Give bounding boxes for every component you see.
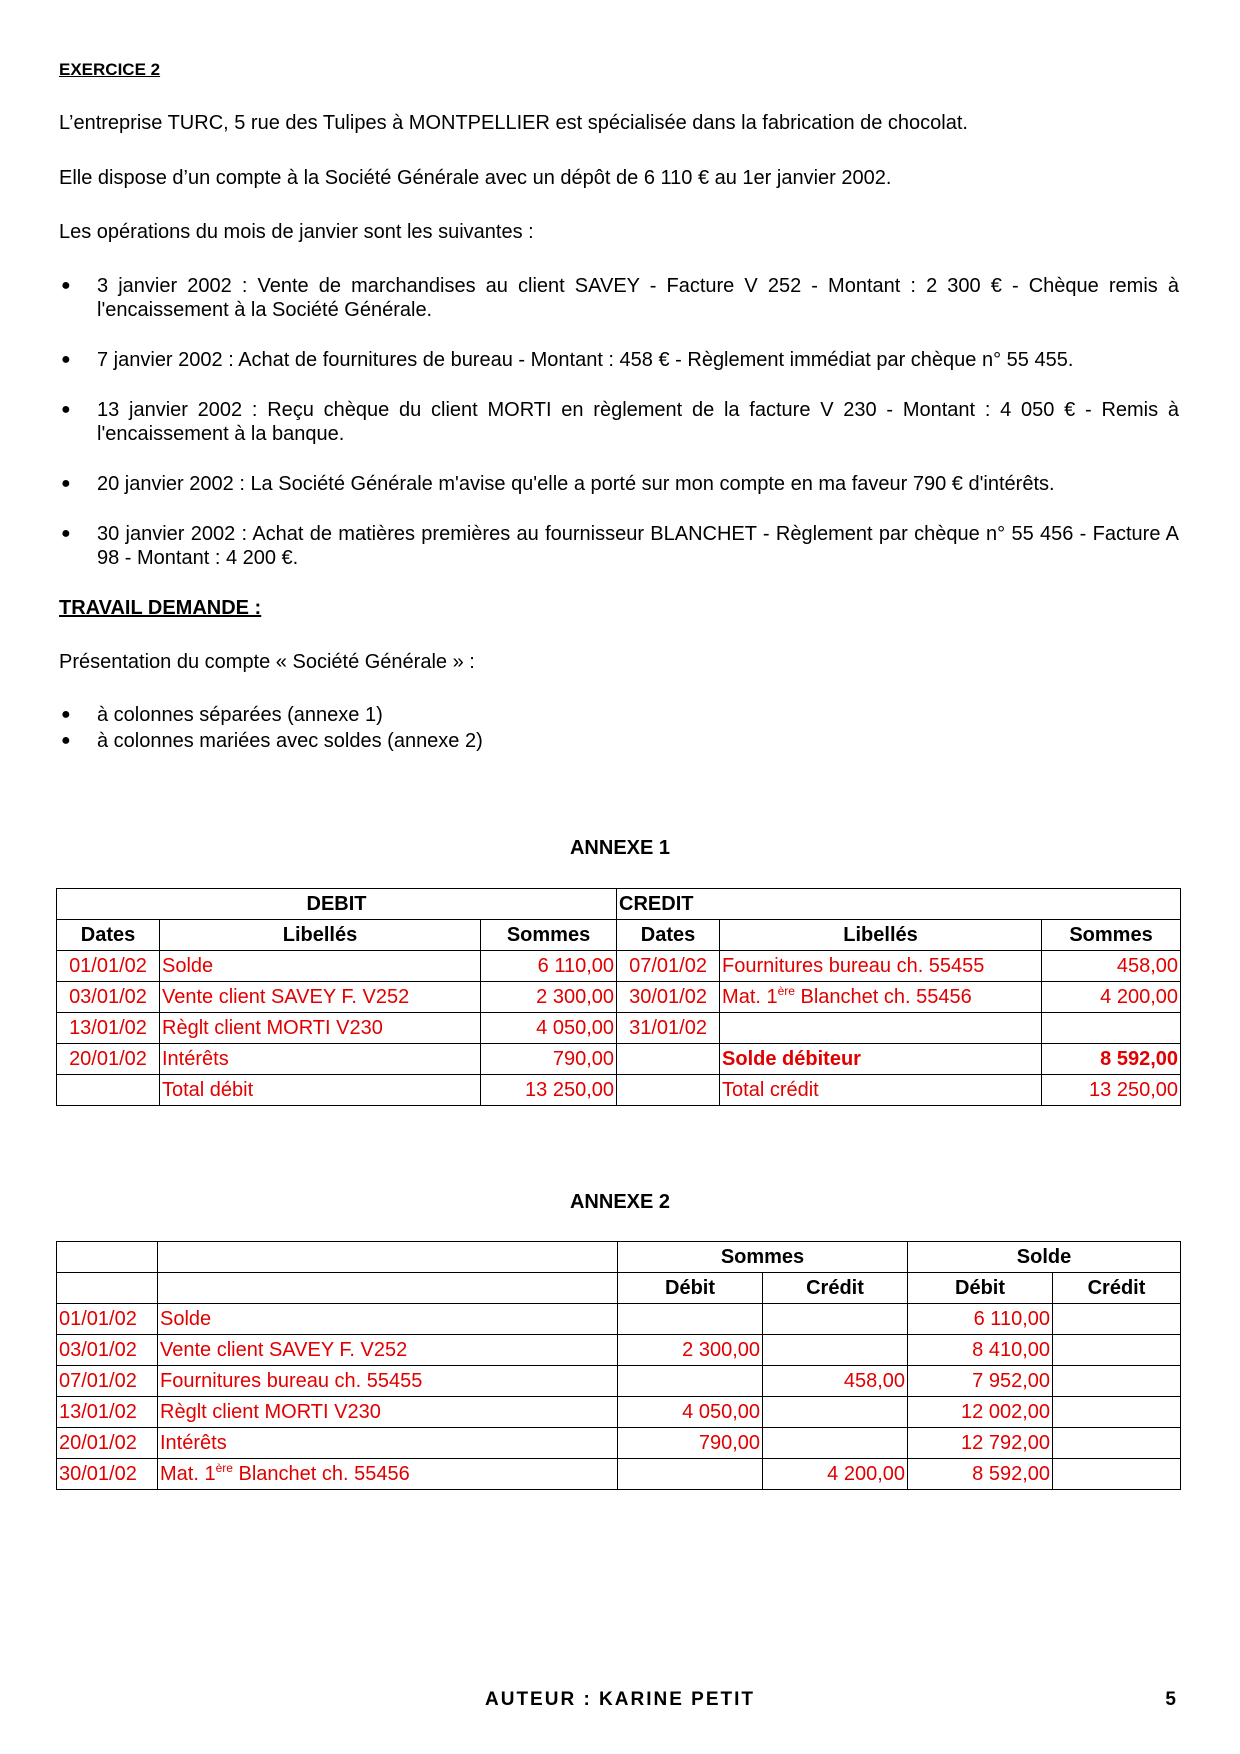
table-cell: Règlt client MORTI V230 (160, 1013, 481, 1044)
table-cell: 01/01/02 (57, 951, 160, 982)
table-cell: 13/01/02 (57, 1397, 158, 1428)
table-cell: 6 110,00 (481, 951, 617, 982)
table-row (57, 1459, 1181, 1490)
table-cell: Mat. 1ère Blanchet ch. 55456 (158, 1459, 618, 1490)
table-cell (763, 1304, 908, 1335)
column-header: Dates (617, 920, 720, 951)
table-cell: Solde (158, 1304, 618, 1335)
table-cell: Intérêts (158, 1428, 618, 1459)
table-cell: 458,00 (1042, 951, 1181, 982)
table-cell: 4 050,00 (618, 1397, 763, 1428)
table-cell: 4 200,00 (763, 1459, 908, 1490)
column-header: Crédit (1053, 1273, 1181, 1304)
column-header: Dates (57, 920, 160, 951)
table-cell (763, 1397, 908, 1428)
table-cell: 30/01/02 (57, 1459, 158, 1490)
table-row (57, 1242, 1181, 1273)
table-cell (1053, 1459, 1181, 1490)
table-cell: 6 110,00 (908, 1304, 1053, 1335)
bullet-icon: ● (61, 732, 71, 749)
table-cell: 4 200,00 (1042, 982, 1181, 1013)
footer-author: AUTEUR : KARINE PETIT (485, 1689, 755, 1710)
total-debit-amount: 13 250,00 (481, 1075, 617, 1106)
table-row (57, 1428, 1181, 1459)
table-cell: 8 592,00 (908, 1459, 1053, 1490)
annex2-title: ANNEXE 2 (569, 1191, 671, 1213)
table-cell: 790,00 (618, 1428, 763, 1459)
total-credit-amount: 13 250,00 (1042, 1075, 1181, 1106)
table-cell (617, 1044, 720, 1075)
bullet-icon: ● (61, 706, 71, 723)
bullet-icon: ● (61, 525, 71, 542)
total-debit-label: Total débit (160, 1075, 481, 1106)
table-row (57, 951, 1181, 982)
debit-header: DEBIT (57, 889, 617, 920)
table-cell (1053, 1366, 1181, 1397)
column-header: Débit (618, 1273, 763, 1304)
table-cell: 4 050,00 (481, 1013, 617, 1044)
table-row (57, 1044, 1181, 1075)
solde-debiteur-amount: 8 592,00 (1042, 1044, 1181, 1075)
table-cell: Solde (160, 951, 481, 982)
table-cell: Fournitures bureau ch. 55455 (158, 1366, 618, 1397)
table-cell (1053, 1304, 1181, 1335)
table-cell (57, 1075, 160, 1106)
table-cell (618, 1366, 763, 1397)
table-cell: 12 792,00 (908, 1428, 1053, 1459)
intro-paragraph: L’entreprise TURC, 5 rue des Tulipes à MONTPELLIER est spécialisée dans la fabrication de chocolat. (59, 112, 968, 134)
table-cell (1053, 1397, 1181, 1428)
solde-debiteur-label: Solde débiteur (720, 1044, 1042, 1075)
table-cell (763, 1335, 908, 1366)
table-cell: 8 410,00 (908, 1335, 1053, 1366)
table-cell (618, 1304, 763, 1335)
annex2-table (56, 1241, 1181, 1490)
table-cell (1042, 1013, 1181, 1044)
table-cell: 20/01/02 (57, 1428, 158, 1459)
table-cell: 03/01/02 (57, 982, 160, 1013)
table-row (57, 1304, 1181, 1335)
table-cell (1053, 1335, 1181, 1366)
column-header: Débit (908, 1273, 1053, 1304)
solde-header: Solde (908, 1242, 1181, 1273)
table-cell (720, 1013, 1042, 1044)
table-cell: 01/01/02 (57, 1304, 158, 1335)
table-row (57, 920, 1181, 951)
column-header: Libellés (160, 920, 481, 951)
table-cell (57, 1242, 158, 1273)
table-cell (763, 1428, 908, 1459)
table-cell: 20/01/02 (57, 1044, 160, 1075)
annex1-title: ANNEXE 1 (569, 837, 671, 859)
account-paragraph: Elle dispose d’un compte à la Société Générale avec un dépôt de 6 110 € au 1er janvier 2002. (59, 167, 892, 189)
table-row (57, 982, 1181, 1013)
table-cell: Mat. 1ère Blanchet ch. 55456 (720, 982, 1042, 1013)
table-cell: 30/01/02 (617, 982, 720, 1013)
bullet-icon: ● (61, 475, 71, 492)
table-row (57, 1397, 1181, 1428)
table-cell: Vente client SAVEY F. V252 (158, 1335, 618, 1366)
column-header: Libellés (720, 920, 1042, 951)
table-row (57, 889, 1181, 920)
table-cell: 2 300,00 (618, 1335, 763, 1366)
page-number: 5 (1165, 1689, 1178, 1710)
table-cell: 2 300,00 (481, 982, 617, 1013)
table-row (57, 1013, 1181, 1044)
table-cell (617, 1075, 720, 1106)
table-cell: 7 952,00 (908, 1366, 1053, 1397)
table-cell (57, 1273, 158, 1304)
table-cell: Fournitures bureau ch. 55455 (720, 951, 1042, 982)
table-cell: 31/01/02 (617, 1013, 720, 1044)
column-header: Crédit (763, 1273, 908, 1304)
column-header: Sommes (481, 920, 617, 951)
table-cell (158, 1242, 618, 1273)
table-cell (1053, 1428, 1181, 1459)
table-cell: 13/01/02 (57, 1013, 160, 1044)
exercise-title: EXERCICE 2 (59, 60, 161, 79)
table-cell: 790,00 (481, 1044, 617, 1075)
work-intro: Présentation du compte « Société Générale » : (59, 651, 475, 673)
table-cell: 03/01/02 (57, 1335, 158, 1366)
table-cell: 07/01/02 (57, 1366, 158, 1397)
column-header: Sommes (1042, 920, 1181, 951)
operations-intro: Les opérations du mois de janvier sont les suivantes : (59, 221, 534, 243)
table-row (57, 1273, 1181, 1304)
table-cell (618, 1459, 763, 1490)
table-cell: Intérêts (160, 1044, 481, 1075)
table-cell (158, 1273, 618, 1304)
table-row (57, 1366, 1181, 1397)
table-cell: Règlt client MORTI V230 (158, 1397, 618, 1428)
table-cell: Vente client SAVEY F. V252 (160, 982, 481, 1013)
bullet-icon: ● (61, 351, 71, 368)
table-row (57, 1335, 1181, 1366)
table-cell: 12 002,00 (908, 1397, 1053, 1428)
table-cell: 07/01/02 (617, 951, 720, 982)
table-row (57, 1075, 1181, 1106)
bullet-icon: ● (61, 401, 71, 418)
total-credit-label: Total crédit (720, 1075, 1042, 1106)
bullet-icon: ● (61, 277, 71, 294)
credit-header: CREDIT (617, 889, 1181, 920)
sommes-header: Sommes (618, 1242, 908, 1273)
work-title: TRAVAIL DEMANDE : (59, 597, 262, 619)
annex1-table (56, 888, 1181, 1106)
table-cell: 458,00 (763, 1366, 908, 1397)
